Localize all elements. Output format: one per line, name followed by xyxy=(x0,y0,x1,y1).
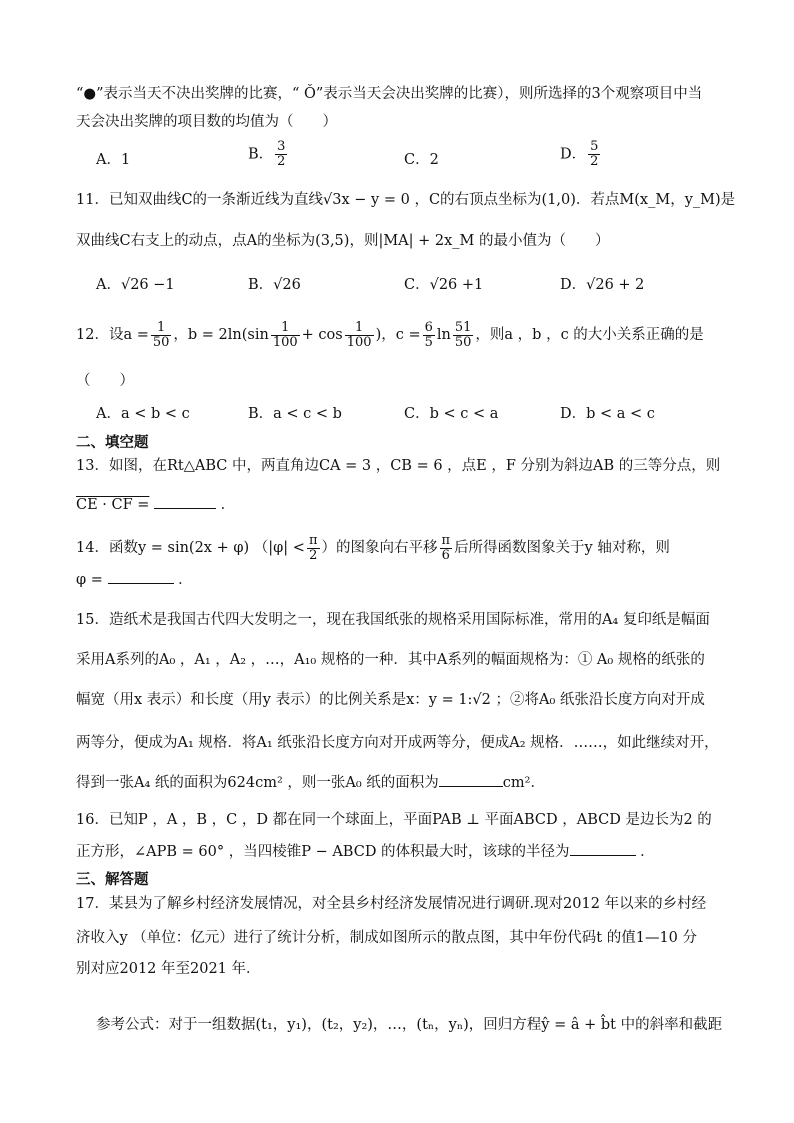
fraction: $\frac{6}{5}$ xyxy=(424,319,433,350)
section-fill-in-heading: 二、填空题 xyxy=(76,435,149,451)
fraction: $\frac{51}{50}$ xyxy=(454,319,472,350)
q11-option-d: D．√26 + 2 xyxy=(560,277,645,293)
fraction: $\frac{1}{100}$ xyxy=(346,319,372,350)
q15-stem-line3: 幅宽（用x 表示）和长度（用y 表示）的比例关系是x：y = 1:√2 ；②将A₀ 纸张沿长度方向对开成 xyxy=(76,692,705,708)
q11-stem-line2: 双曲线C右支上的动点，点A的坐标为(3,5)，则|MA| + 2x_M 的最小值为（ ） xyxy=(76,233,610,249)
q12-option-c: C．b < c < a xyxy=(404,406,499,422)
fraction: $\frac{\pi}{2}$ xyxy=(308,532,318,563)
q12-stem-line1: 12．设a = $\frac{1}{50}$ ，b = 2ln(sin $\frac{1}{100}$ + cos $\frac{1}{100}$ )，c = $\frac{6}{5}$ ln $\frac{51}{50}$ ，则a ，b ，c 的大小关系正确的是 xyxy=(76,319,704,350)
q12-option-a: A．a < b < c xyxy=(96,406,190,422)
q17-stem-line2: 济收入y （单位：亿元）进行了统计分析，制成如图所示的散点图，其中年份代码t 的值1—10 分 xyxy=(76,930,698,946)
fraction: $\frac{\pi}{6}$ xyxy=(441,532,451,563)
answer-blank xyxy=(570,841,636,856)
answer-blank xyxy=(154,494,216,509)
q15-stem-line4: 两等分，便成为A₁ 规格．将A₁ 纸张沿长度方向对开成两等分，便成A₂ 规格．……，如此继续对开， xyxy=(76,735,719,751)
q11-option-c: C．√26 +1 xyxy=(404,277,484,293)
q15-stem-line1: 15．造纸术是我国古代四大发明之一，现在我国纸张的规格采用国际标准，常用的A₄ 复印纸是幅面 xyxy=(76,612,710,628)
q10-option-b: B． $\frac{3}{2}$ xyxy=(248,139,286,169)
q10-option-a: A．1 xyxy=(96,152,131,168)
q17-formula-intro: 参考公式：对于一组数据(t₁，y₁)，(t₂，y₂)，…，(tₙ，yₙ)，回归方程ŷ = â + b̂t 中的斜率和截距 xyxy=(96,1017,723,1033)
q12-answer-paren: （ ） xyxy=(76,373,134,389)
q10-stem-line1: “●”表示当天不决出奖牌的比赛，“ Ǒ”表示当天会决出奖牌的比赛），则所选择的3个观察项目中当 xyxy=(76,86,703,102)
q16-stem-line2: 正方形，∠APB = 60° ，当四棱锥P − ABCD 的体积最大时，该球的半径为 ． xyxy=(76,841,655,862)
fraction: $\frac{1}{100}$ xyxy=(272,319,298,350)
q16-stem-line1: 16．已知P ，A ，B ，C ，D 都在同一个球面上，平面PAB ⊥ 平面ABCD ，ABCD 是边长为2 的 xyxy=(76,812,712,828)
answer-blank xyxy=(108,569,174,584)
q15-stem-line5: 得到一张A₄ 纸的面积为624cm² ，则一张A₀ 纸的面积为 cm²． xyxy=(76,772,545,793)
q10-option-d: D． $\frac{5}{2}$ xyxy=(560,139,599,169)
fraction: $\frac{3}{2}$ xyxy=(277,139,286,169)
q13-stem-line2: CE · CF = ． xyxy=(76,494,235,515)
q11-option-a: A．√26 −1 xyxy=(96,277,175,293)
fraction: $\frac{5}{2}$ xyxy=(590,139,599,169)
section-solution-heading: 三、解答题 xyxy=(76,872,149,888)
q17-stem-line3: 别对应2012 年至2021 年． xyxy=(76,961,261,977)
q10-stem-line2: 天会决出奖牌的项目数的均值为（ ） xyxy=(76,114,337,130)
q14-stem-line2: φ = ． xyxy=(76,569,193,590)
q13-stem-line1: 13．如图，在Rt△ABC 中，两直角边CA = 3 ，CB = 6 ，点E ，F 分别为斜边AB 的三等分点，则 xyxy=(76,458,721,474)
fraction: $\frac{1}{50}$ xyxy=(152,319,170,350)
q11-option-b: B．√26 xyxy=(248,277,301,293)
q12-option-d: D．b < a < c xyxy=(560,406,655,422)
q15-stem-line2: 采用A系列的A₀ ，A₁ ，A₂ ，…，A₁₀ 规格的一种．其中A系列的幅面规格为：① A₀ 规格的纸张的 xyxy=(76,652,705,668)
q12-option-b: B．a < c < b xyxy=(248,406,342,422)
q11-stem-line1: 11．已知双曲线C的一条渐近线为直线√3x − y = 0 ，C的右顶点坐标为(1,0)．若点M(x_M，y_M)是 xyxy=(76,192,736,208)
q10-option-c: C．2 xyxy=(404,152,439,168)
q17-stem-line1: 17．某县为了解乡村经济发展情况，对全县乡村经济发展情况进行调研.现对2012 年以来的乡村经 xyxy=(76,896,707,912)
answer-blank xyxy=(439,772,503,787)
q14-stem-line1: 14．函数y = sin(2x + φ) （|φ| < $\frac{\pi}{2}$ ）的图象向右平移 $\frac{\pi}{6}$ 后所得函数图象关于y 轴对称，则 xyxy=(76,532,670,563)
